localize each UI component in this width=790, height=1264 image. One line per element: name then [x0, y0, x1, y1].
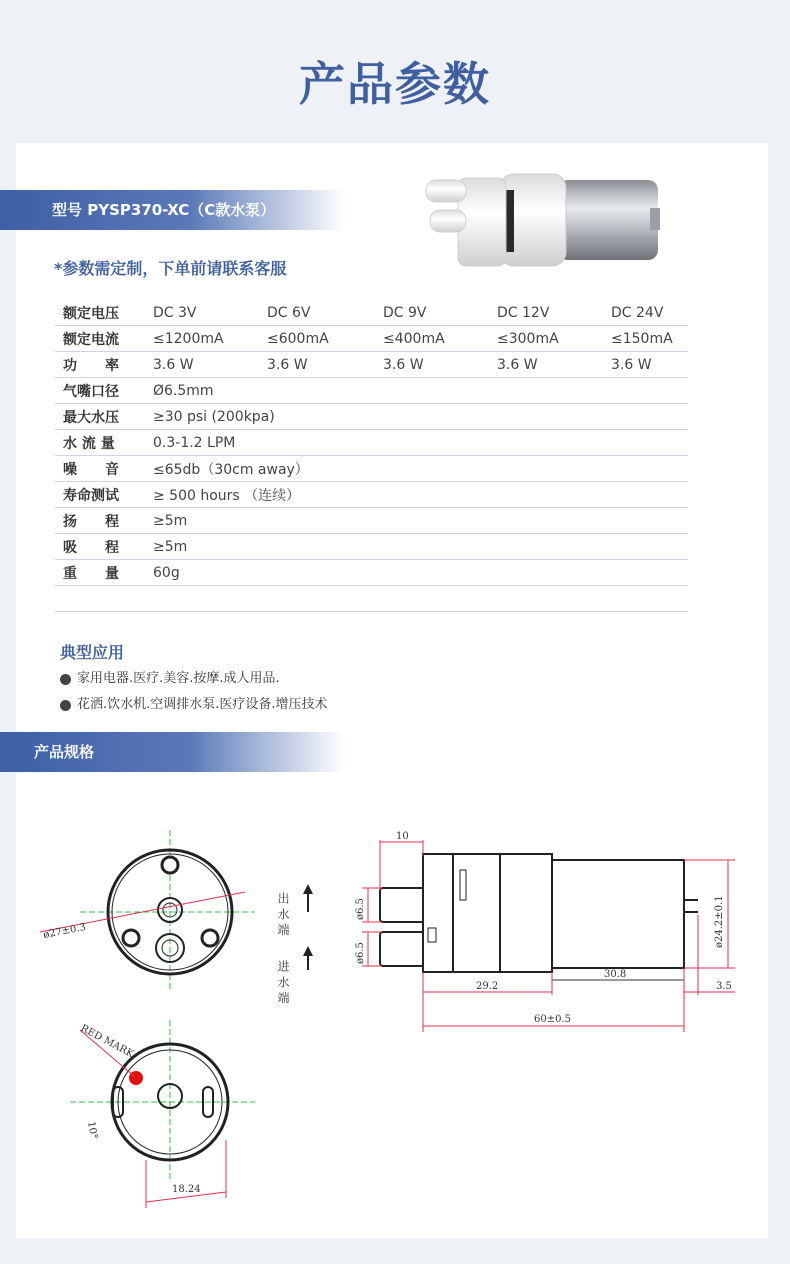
applications-title: 典型应用 [60, 643, 125, 662]
spec-row [55, 560, 688, 586]
technical-drawing [30, 820, 750, 1220]
spec-value: ≤600mA [259, 326, 375, 352]
spec-value: 3.6 W [489, 352, 603, 378]
dim-6.5-inlet: ø6.5 [355, 942, 366, 964]
spec-row [55, 482, 688, 508]
spec-row [55, 430, 688, 456]
spec-value: 3.6 W [375, 352, 489, 378]
dim-6.5-outlet: ø6.5 [355, 898, 366, 920]
applications-list [60, 666, 328, 718]
spec-label: 扬 程 [55, 508, 145, 534]
dim-29.2: 29.2 [476, 981, 499, 992]
spec-value: 3.6 W [145, 352, 259, 378]
spec-value: ≥ 500 hours （连续） [145, 482, 688, 508]
application-text: 花洒.饮水机.空调排水泵.医疗设备.增压技术 [77, 697, 328, 712]
back-view [70, 1020, 255, 1208]
spec-value: ≤150mA [603, 326, 688, 352]
spec-value: ≥5m [145, 534, 688, 560]
flow-labels [276, 884, 313, 1004]
spec-value: 3.6 W [259, 352, 375, 378]
outlet-label: 出 水 端 [276, 892, 290, 936]
spec-label: 气嘴口径 [55, 378, 145, 404]
red-mark-label: RED MARK [78, 1022, 136, 1061]
spec-value: ≥30 psi (200kpa) [145, 404, 688, 430]
spec-value: 0.3-1.2 LPM [145, 430, 688, 456]
page-title: 产品参数 [299, 57, 491, 111]
spec-value: DC 6V [259, 300, 375, 326]
spec-row [55, 352, 688, 378]
dim-3.5: 3.5 [716, 981, 732, 992]
application-item [60, 692, 328, 718]
spec-row [55, 378, 688, 404]
spec-value: DC 3V [145, 300, 259, 326]
spec-label: 重 量 [55, 560, 145, 586]
spec-value: ≤65db（30cm away） [145, 456, 688, 482]
spec-label: 吸 程 [55, 534, 145, 560]
spec-value: DC 24V [603, 300, 688, 326]
dim-10-deg: 10° [85, 1120, 99, 1140]
spec-banner: 产品规格 [0, 732, 345, 772]
spec-row [55, 300, 688, 326]
spec-value: 60g [145, 560, 688, 586]
spec-row [55, 508, 688, 534]
spec-label: 噪 音 [55, 456, 145, 482]
dim-18.24: 18.24 [172, 1184, 201, 1195]
dim-30.8: 30.8 [604, 969, 627, 980]
spec-label: 功 率 [55, 352, 145, 378]
model-banner: 型号 PYSP370-XC（C款水泵） [0, 190, 345, 230]
spec-label: 额定电压 [55, 300, 145, 326]
table-bottom-divider [55, 611, 688, 612]
dim-60: 60±0.5 [534, 1014, 572, 1025]
spec-label: 寿命测试 [55, 482, 145, 508]
spec-value: DC 12V [489, 300, 603, 326]
spec-value: 3.6 W [603, 352, 688, 378]
spec-row [55, 326, 688, 352]
spec-value: ≤300mA [489, 326, 603, 352]
inlet-label: 进 水 端 [276, 960, 290, 1004]
spec-table [55, 300, 688, 586]
spec-value: DC 9V [375, 300, 489, 326]
spec-value: ≤1200mA [145, 326, 259, 352]
side-view [355, 831, 735, 1032]
application-item [60, 666, 328, 692]
customization-note: *参数需定制，下单前请联系客服 [54, 259, 287, 278]
spec-label: 最大水压 [55, 404, 145, 430]
spec-row [55, 404, 688, 430]
spec-label: 额定电流 [55, 326, 145, 352]
spec-value: ≥5m [145, 508, 688, 534]
application-text: 家用电器.医疗.美容.按摩.成人用品. [77, 671, 280, 686]
bullet-icon [60, 700, 71, 711]
spec-row [55, 456, 688, 482]
dim-10: 10 [396, 831, 409, 842]
diameter-label: ø27±0.3 [42, 921, 87, 941]
spec-value: Ø6.5mm [145, 378, 688, 404]
front-view [40, 830, 255, 990]
spec-row [55, 534, 688, 560]
spec-value: ≤400mA [375, 326, 489, 352]
dim-24.2: ø24.2±0.1 [714, 895, 725, 948]
bullet-icon [60, 674, 71, 685]
pump-photo [418, 160, 668, 280]
spec-label: 水 流 量 [55, 430, 145, 456]
